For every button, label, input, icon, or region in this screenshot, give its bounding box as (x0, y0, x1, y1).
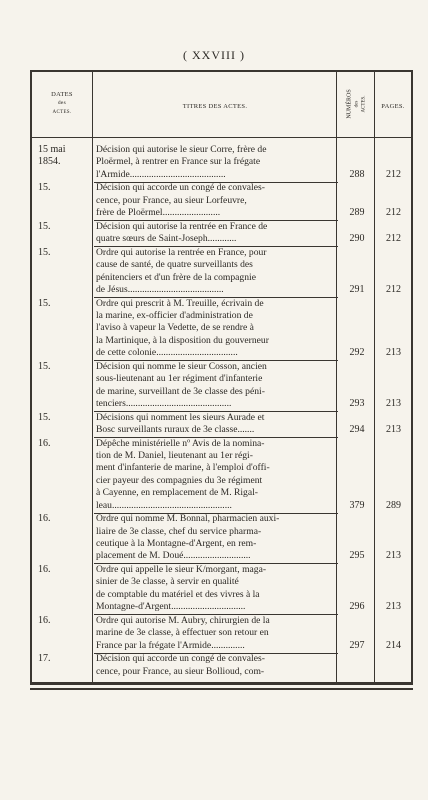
entry-title-line: sinier de 3e classe, à servir en qualité (96, 576, 239, 588)
header-dates (34, 90, 90, 117)
entry-title-line: marine de 3e classe, à effectuer son retour en (96, 627, 269, 639)
column-divider (374, 72, 375, 682)
entry-numero: 296 (349, 601, 365, 613)
entry-date (38, 298, 90, 310)
entry-date-line: 15. (38, 360, 51, 372)
entry-title (96, 144, 336, 181)
entry-title-line: Ordre qui autorise la rentrée en France, pour (96, 246, 267, 258)
entry-date-line: 15. (38, 182, 51, 194)
entry-title-line: quatre sœurs de Saint-Joseph............ (96, 233, 237, 245)
entry-title-line: ceutique à la Montagne-d'Argent, en rem- (96, 538, 257, 549)
header-dates-line: des (57, 100, 67, 106)
entry-title (96, 412, 336, 437)
entry-title (96, 221, 336, 246)
entry-numero: 288 (349, 168, 365, 180)
entry-title-line: Ordre qui autorise M. Aubry, chirurgien de la (96, 614, 270, 626)
header-dates-line: ACTES. (52, 110, 72, 115)
entry-date (38, 247, 90, 259)
entry-date (38, 615, 90, 627)
entry-date-line: 16. (38, 513, 51, 525)
header-numeros-line: des (354, 100, 360, 108)
entry-title-line: liaire de 3e classe, chef du service pharma- (96, 525, 262, 537)
column-divider (336, 72, 337, 682)
header-numeros (338, 74, 376, 134)
entry-page: 212 (386, 207, 401, 219)
entry-title-line: leau.................................................. (96, 499, 232, 511)
entry-title (96, 513, 336, 563)
entry-title (96, 247, 336, 297)
entry-date (38, 438, 90, 450)
entry-date (38, 412, 90, 424)
entry-title-line: la Martinique, à la disposition du gouverneur (96, 334, 269, 346)
entry-title (96, 361, 336, 411)
entry-page: 212 (386, 168, 401, 180)
entry-title (96, 653, 336, 678)
entry-numero: 297 (349, 639, 365, 651)
entry-title-line: Montagne-d'Argent............................... (96, 601, 246, 613)
entry-title-line: Décision qui autorise le sieur Corre, frère de (96, 144, 267, 155)
entry-numero: 289 (349, 207, 365, 219)
entry-title-line: cause de santé, de quatre surveillants des (96, 259, 253, 271)
entry-title-line: placement de M. Doué............................ (96, 550, 251, 562)
entry-title (96, 564, 336, 614)
entry-title-line: sous-lieutenant au 1er régiment d'infanterie (96, 373, 263, 385)
entry-date (38, 653, 90, 665)
entry-title-line: Ordre qui nomme M. Bonnal, pharmacien auxi- (96, 513, 280, 525)
entry-title-line: de comptable du matériel et des vivres à la (96, 588, 260, 600)
entry-title-line: la marine, ex-officier d'administration de (96, 310, 253, 321)
entry-title-line: de Jésus........................................ (96, 284, 224, 296)
entry-title-line: Décision qui nomme le sieur Cosson, ancien (96, 360, 267, 372)
entry-date-line: 1854. (38, 156, 61, 168)
header-rule (32, 137, 411, 138)
entry-title-line: cier payeur des compagnies du 3e régiment (96, 474, 263, 486)
entry-date-line: 16. (38, 437, 51, 449)
entry-title-line: l'Armide........................................ (96, 168, 226, 180)
entry-title-line: Décision qui autorise la rentrée en France de (96, 220, 268, 232)
entry-title-line: France par la frégate l'Armide.............. (96, 639, 245, 651)
entry-numero: 291 (349, 283, 365, 295)
entry-title-line: tenciers............................................ (96, 398, 232, 410)
entry-title-line: Décision qui accorde un congé de convales- (96, 182, 265, 194)
table-frame (30, 70, 413, 684)
entry-numero: 292 (349, 347, 365, 359)
entry-title-line: cence, pour France, au sieur Lorfeuvre, (96, 194, 247, 206)
header-titres: TITRES DES ACTES. (182, 103, 248, 110)
entry-date-line: 16. (38, 614, 51, 626)
entry-title (96, 182, 336, 219)
entry-page: 289 (386, 499, 401, 511)
table-frame-bottom (30, 684, 413, 690)
entry-title-line: Décisions qui nomment les sieurs Aurade et (96, 411, 265, 423)
entry-title-line: tion de M. Daniel, lieutenant au 1er régi- (96, 450, 253, 461)
entry-date-line: 15. (38, 411, 51, 423)
entry-title (96, 438, 336, 512)
header-pages: PAGES. (381, 103, 405, 110)
entry-page: 213 (386, 397, 401, 409)
entry-title (96, 615, 336, 652)
entry-title-line: à Cayenne, en remplacement de M. Rigal- (96, 487, 258, 499)
entry-title-line: Ordre qui appelle le sieur K/morgant, maga- (96, 564, 267, 575)
entry-page: 213 (386, 423, 401, 435)
entry-numero: 290 (349, 233, 365, 245)
entry-numero: 295 (349, 550, 365, 562)
entry-title-line: Décision qui accorde un congé de convales- (96, 653, 265, 665)
entry-numero: 379 (349, 499, 365, 511)
entry-date (38, 182, 90, 194)
entry-page: 212 (386, 283, 401, 295)
entry-page: 213 (386, 601, 401, 613)
entry-title-line: de cette colonie.................................. (96, 347, 238, 359)
entry-title (96, 298, 336, 360)
entry-date-line: 15. (38, 297, 51, 309)
entry-title-line: frère de Ploërmel........................ (96, 207, 221, 219)
entry-date (38, 564, 90, 576)
entry-date-line: 15. (38, 220, 51, 232)
entry-title-line: Bosc surveillants ruraux de 3e classe....... (96, 424, 255, 435)
entry-page: 213 (386, 347, 401, 359)
page-number: ( XXVIII ) (183, 48, 245, 62)
entry-date (38, 361, 90, 373)
column-divider (92, 72, 93, 682)
entry-date (38, 513, 90, 525)
header-dates-line: DATES (51, 91, 73, 98)
entry-title-line: pénitenciers et d'un frère de la compagnie (96, 271, 256, 283)
entry-numero: 293 (349, 397, 365, 409)
entry-title-line: de marine, surveillant de 3e classe des péni- (96, 385, 265, 397)
entry-date-line: 15. (38, 246, 51, 258)
entry-title-line: Ordre qui prescrit à M. Treuille, écrivain de (96, 297, 264, 309)
entry-date-line: 16. (38, 564, 51, 575)
entry-date (38, 221, 90, 233)
entry-date (38, 144, 90, 169)
entry-date-line: 15 mai (38, 144, 66, 155)
entry-title-line: cence, pour France, au sieur Bollioud, com- (96, 665, 265, 677)
entry-date-line: 17. (38, 653, 51, 665)
entry-page: 214 (386, 639, 401, 651)
entry-page: 213 (386, 550, 401, 562)
header-numeros-line: NUMÉROS (346, 89, 353, 119)
entry-numero: 294 (349, 423, 365, 435)
entry-title-line: Ploërmel, à rentrer en France sur la frégate (96, 156, 261, 168)
entry-title-line: ment d'infanterie de marine, à l'emploi d'offi- (96, 462, 270, 474)
entry-page: 212 (386, 233, 401, 245)
entry-title-line: l'aviso à vapeur la Vedette, de se rendre à (96, 322, 254, 334)
header-numeros-line: ACTES. (361, 95, 367, 113)
entry-title-line: Dépêche ministérielle nº Avis de la nomina- (96, 437, 265, 449)
